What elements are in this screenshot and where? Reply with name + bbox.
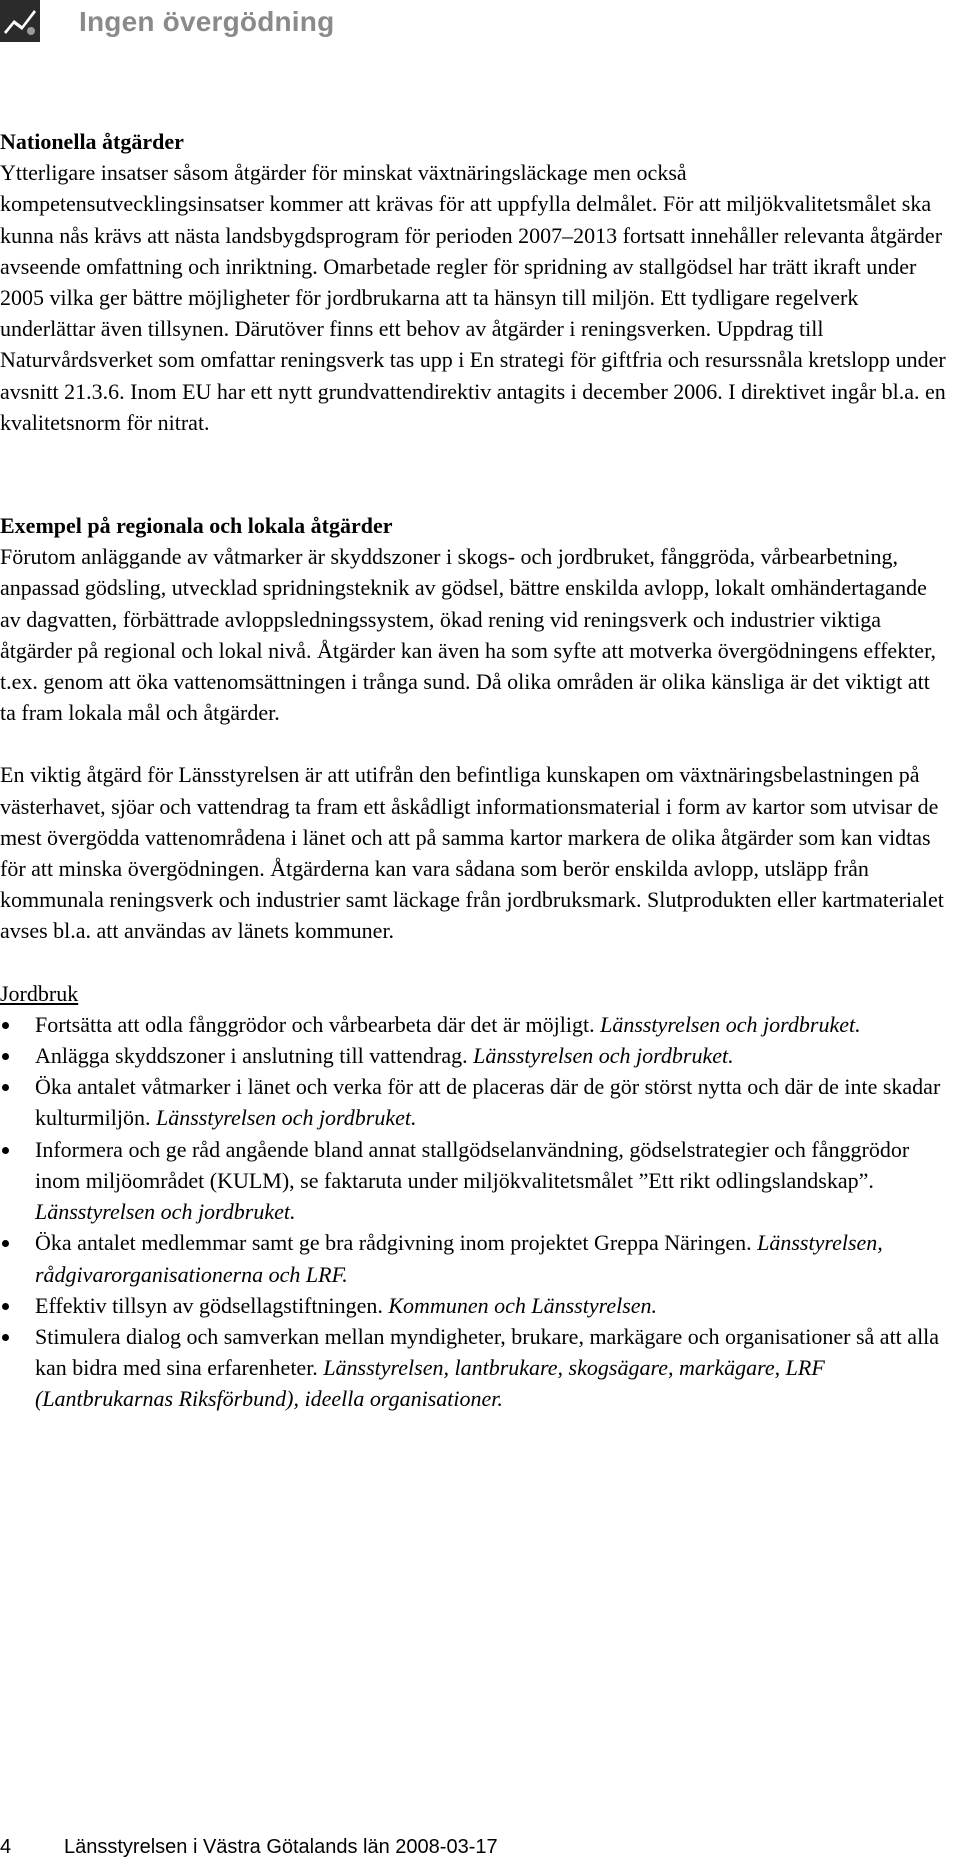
national-section (0, 126, 950, 438)
page-header-title: Ingen övergödning (79, 6, 335, 37)
page-number: 4 (0, 1836, 12, 1858)
page-footer (0, 1836, 498, 1859)
county-section (0, 759, 950, 946)
list-item: Informera och ge råd angående bland annat stallgödselanvändning, gödselstrategier och fånggrödor inom miljöområdet (KULM), se faktaruta under miljökvalitetsmålet ”Ett rikt odlingslandskap”. Länsstyrelsen och jordbruket. (0, 1134, 950, 1228)
list-item: Fortsätta att odla fånggrödor och vårbearbeta där det är möjligt. Länsstyrelsen och jordbruket. (0, 1009, 950, 1040)
county-text: En viktig åtgärd för Länsstyrelsen är att utifrån den befintliga kunskapen om växtnäringsbelastningen på västerhavet, sjöar och vattendrag ta fram ett åskådligt informationsmaterial i form av kartor som utvisar de mest övergödda vattenområdena i länet och att på samma kartor markera de olika åtgärder som kan vidtas för att minska övergödningen. Åtgärderna kan vara sådana som berör enskilda avlopp, utsläpp från kommunala reningsverk och industrier samt läckage från jordbruksmark. Slutprodukten eller kartmaterialet avses bl.a. att användas av länets kommuner. (0, 762, 944, 944)
bullet-icon (2, 1053, 9, 1060)
list-item: Effektiv tillsyn av gödsellagstiftningen. Kommunen och Länsstyrelsen. (0, 1290, 950, 1321)
page-header (0, 0, 960, 52)
list-item: Stimulera dialog och samverkan mellan myndigheter, brukare, markägare och organisationer så att alla kan bidra med sina erfarenheter. Länsstyrelsen, lantbrukare, skogsägare, markägare, LRF (Lantbrukarnas Riksförbund), ideella organisationer. (0, 1321, 950, 1415)
list-item: Öka antalet medlemmar samt ge bra rådgivning inom projektet Greppa Näringen. Länsstyrelsen, rådgivarorganisationerna och LRF. (0, 1227, 950, 1289)
list-item: Anlägga skyddszoner i anslutning till vattendrag. Länsstyrelsen och jordbruket. (0, 1040, 950, 1071)
bullet-icon (2, 1303, 9, 1310)
agriculture-heading: Jordbruk (0, 980, 79, 1006)
bullet-icon (2, 1022, 9, 1029)
bullet-icon (2, 1084, 9, 1091)
national-heading: Nationella åtgärder (0, 129, 184, 154)
regional-text: Förutom anläggande av våtmarker är skyddszoner i skogs- och jordbruket, fånggröda, vårbearbetning, anpassad gödsling, utvecklad spridningsteknik av gödsel, bättre enskilda avlopp, lokalt omhändertagande av dagvatten, förbättrade avloppsledningssystem, ökad rening vid reningsverk och industrier viktiga åtgärder på regional och lokal nivå. Åtgärder kan även ha som syfte att motverka övergödningens effekter, t.ex. genom att öka vattenomsättningen i trånga sund. Då olika områden är olika känsliga är det viktigt att ta fram lokala mål och åtgärder. (0, 544, 937, 726)
agriculture-section (0, 978, 950, 1415)
national-text: Ytterligare insatser såsom åtgärder för minskat växtnäringsläckage men också kompetensutvecklingsinsatser kommer att krävas för att uppfylla delmålet. För att miljökvalitetsmålet ska kunna nås krävs att nästa landsbygdsprogram för perioden 2007–2013 fortsatt innehåller relevanta åtgärder avseende omfattning och inriktning. Omarbetade regler för spridning av stallgödsel har trätt ikraft under 2005 vilka ger bättre möjligheter för jordbrukarna att ta hänsyn till miljön. Ett tydligare regelverk underlättar även tillsynen. Därutöver finns ett behov av åtgärder i reningsverken. Uppdrag till Naturvårdsverket som omfattar reningsverk tas upp i En strategi för giftfria och resurssnåla kretslopp under avsnitt 21.3.6. Inom EU har ett nytt grundvattendirektiv antagits i december 2006. I direktivet ingår bl.a. en kvalitetsnorm för nitrat. (0, 160, 946, 435)
county-emblem-icon (0, 0, 40, 42)
document-body (0, 126, 950, 1415)
footer-text: Länsstyrelsen i Västra Götalands län 2008-03-17 (64, 1836, 498, 1858)
regional-heading: Exempel på regionala och lokala åtgärder (0, 513, 393, 539)
bullet-icon (2, 1147, 9, 1154)
regional-section (0, 510, 950, 728)
bullet-icon (2, 1240, 9, 1247)
agriculture-list (0, 1009, 950, 1415)
list-item: Öka antalet våtmarker i länet och verka för att de placeras där de gör störst nytta och där de inte skadar kulturmiljön. Länsstyrelsen och jordbruket. (0, 1071, 950, 1133)
bullet-icon (2, 1334, 9, 1341)
